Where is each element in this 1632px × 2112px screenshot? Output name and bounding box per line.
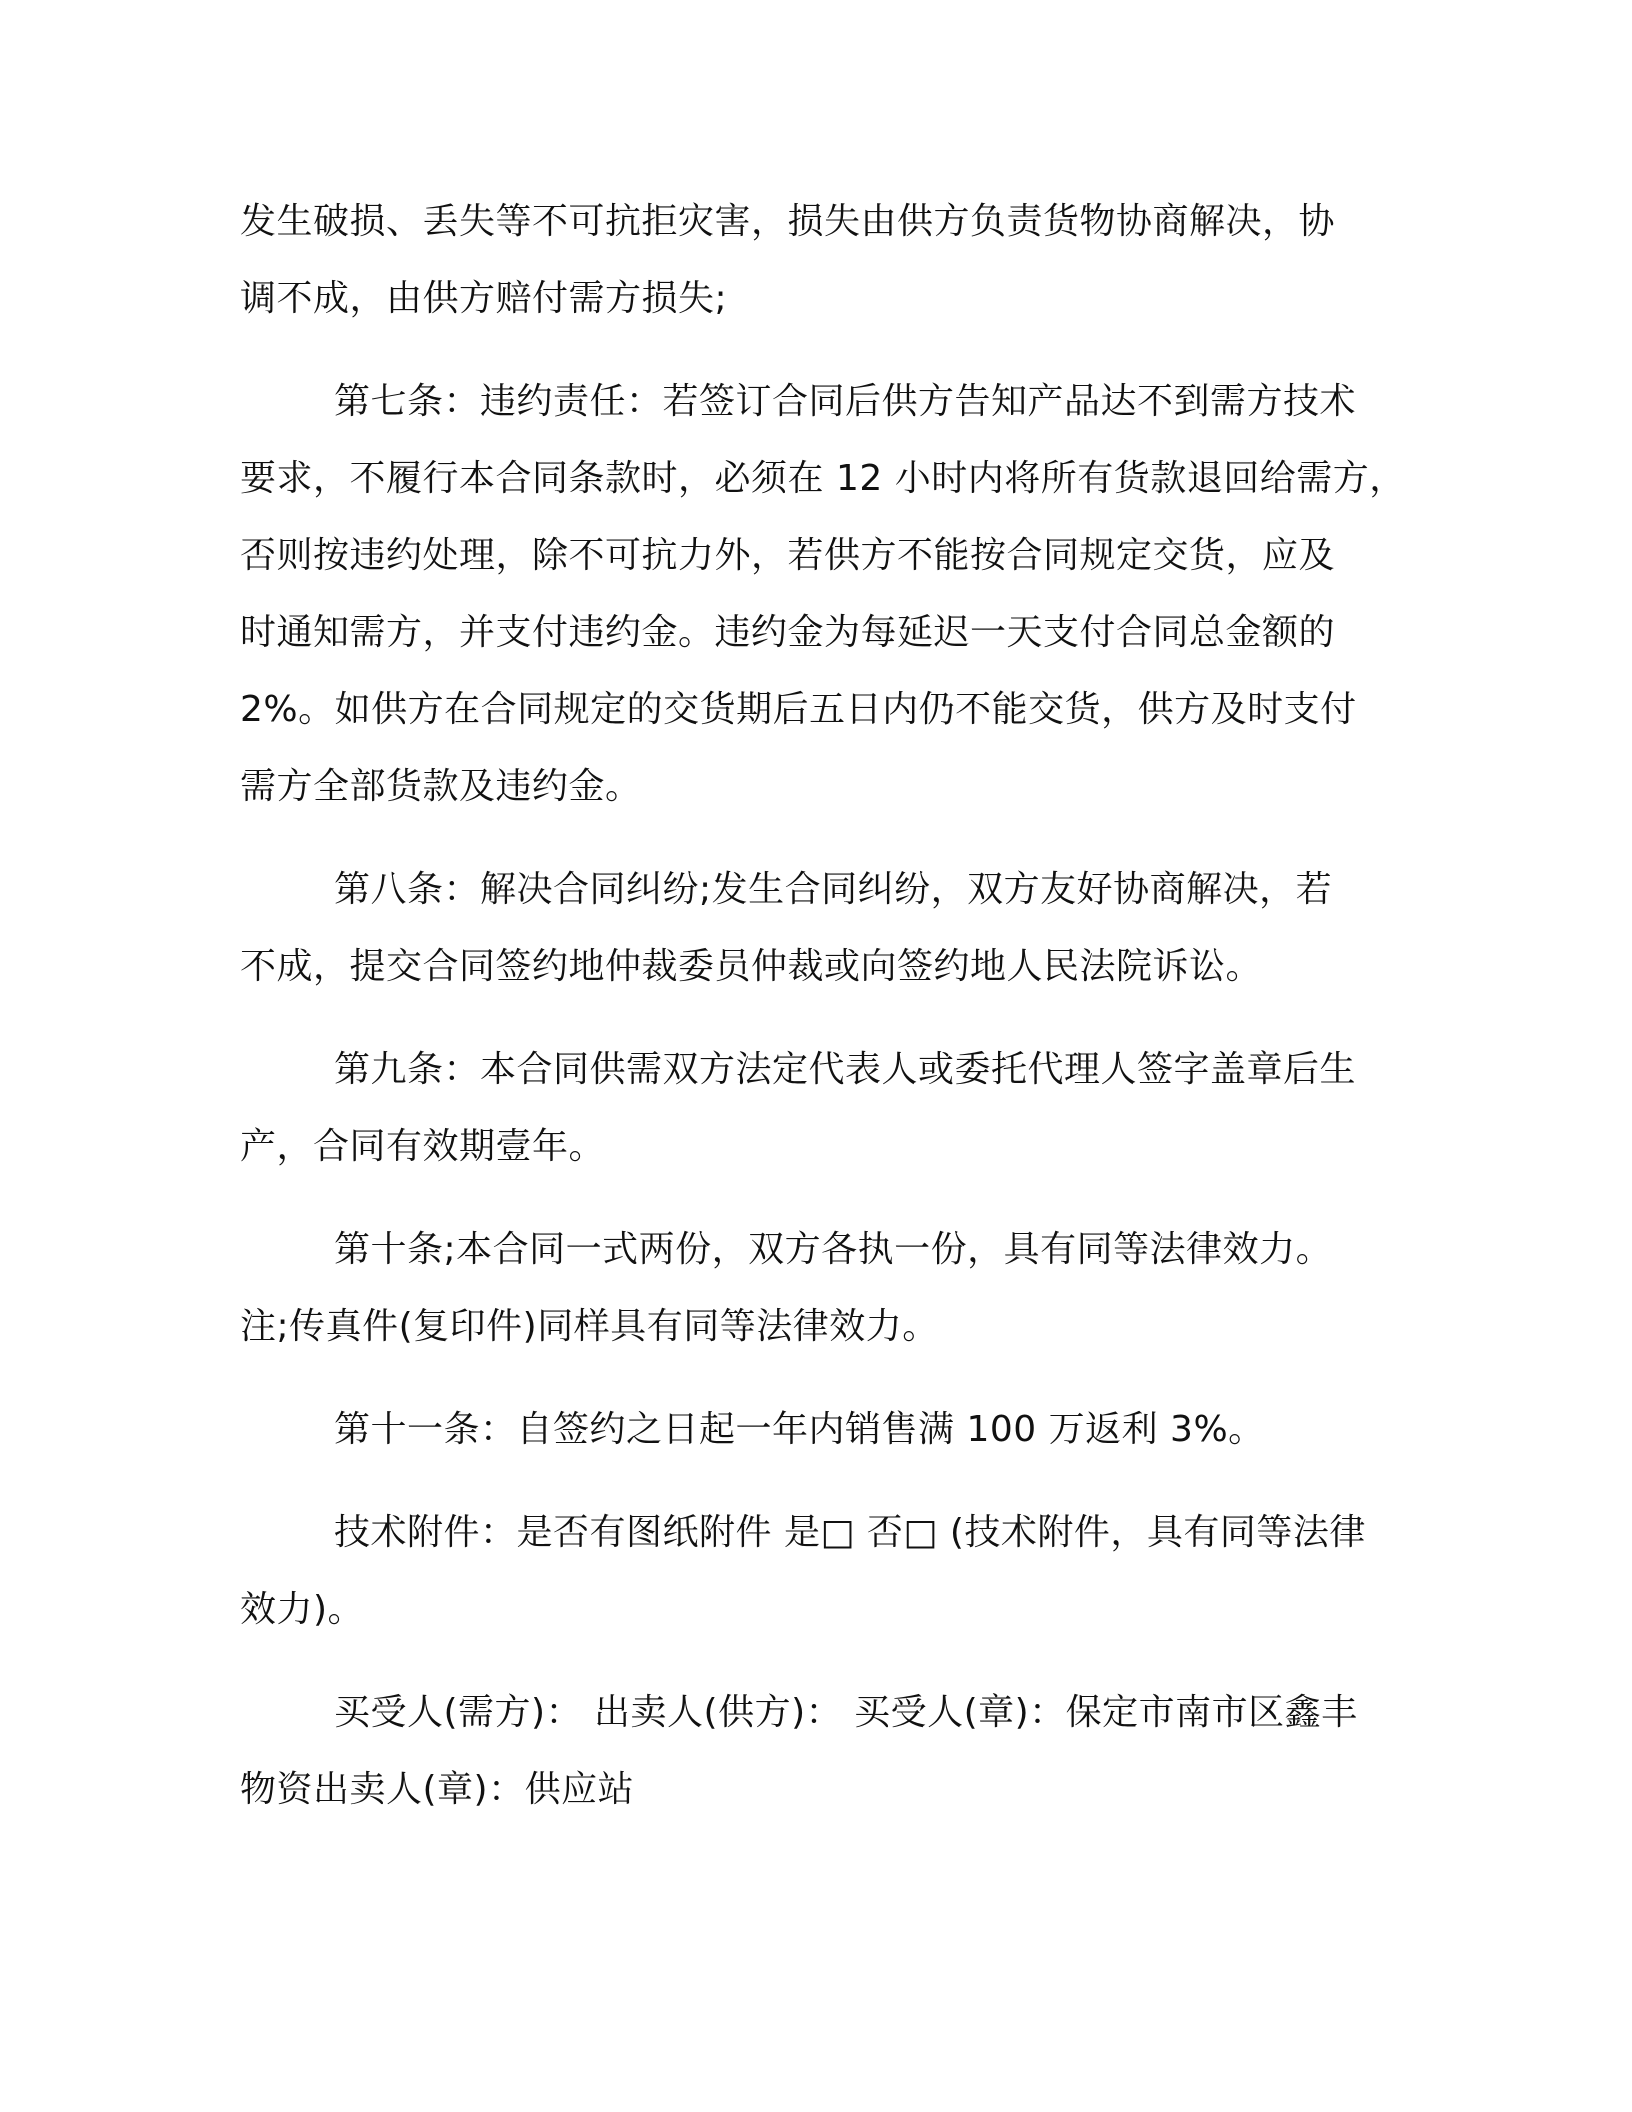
text-line: 发生破损、丢失等不可抗拒灾害，损失由供方负责货物协商解决，协 [240, 201, 1336, 242]
text-line: 物资出卖人(章)：供应站 [240, 1769, 635, 1810]
text-line: 第十一条：自签约之日起一年内销售满 100 万返利 3%。 [334, 1409, 1265, 1450]
text-line: 否则按违约处理，除不可抗力外，若供方不能按合同规定交货，应及 [240, 535, 1336, 576]
paragraph-article-11 [240, 1391, 1410, 1468]
paragraph-article-7 [240, 363, 1410, 825]
text-line: 第九条：本合同供需双方法定代表人或委托代理人签字盖章后生 [334, 1049, 1357, 1090]
text-line: 第七条：违约责任：若签订合同后供方告知产品达不到需方技术 [334, 381, 1357, 422]
text-line: 2%。如供方在合同规定的交货期后五日内仍不能交货，供方及时支付 [240, 689, 1357, 730]
text-line: 买受人(需方)： 出卖人(供方)： 买受人(章)：保定市南市区鑫丰 [334, 1692, 1358, 1733]
text-line: 第十条;本合同一式两份，双方各执一份，具有同等法律效力。 [334, 1229, 1333, 1270]
document-body [240, 183, 1410, 1854]
text-line: 技术附件：是否有图纸附件 是□ 否□ (技术附件，具有同等法律 [334, 1512, 1366, 1553]
text-line: 需方全部货款及违约金。 [240, 766, 642, 807]
paragraph-technical-attachment [240, 1494, 1410, 1648]
paragraph-damage-liability [240, 183, 1410, 337]
paragraph-article-9 [240, 1031, 1410, 1185]
text-line: 注;传真件(复印件)同样具有同等法律效力。 [240, 1306, 939, 1347]
text-line: 要求，不履行本合同条款时，必须在 12 小时内将所有货款退回给需方， [240, 458, 1406, 499]
paragraph-article-10 [240, 1211, 1410, 1365]
text-line: 不成，提交合同签约地仲裁委员仲裁或向签约地人民法院诉讼。 [240, 946, 1263, 987]
text-line: 第八条：解决合同纠纷;发生合同纠纷，双方友好协商解决，若 [334, 869, 1333, 910]
text-line: 调不成，由供方赔付需方损失; [240, 278, 728, 319]
paragraph-article-8 [240, 851, 1410, 1005]
text-line: 产，合同有效期壹年。 [240, 1126, 606, 1167]
text-line: 效力)。 [240, 1589, 365, 1630]
text-line: 时通知需方，并支付违约金。违约金为每延迟一天支付合同总金额的 [240, 612, 1336, 653]
paragraph-signatures [240, 1674, 1410, 1828]
